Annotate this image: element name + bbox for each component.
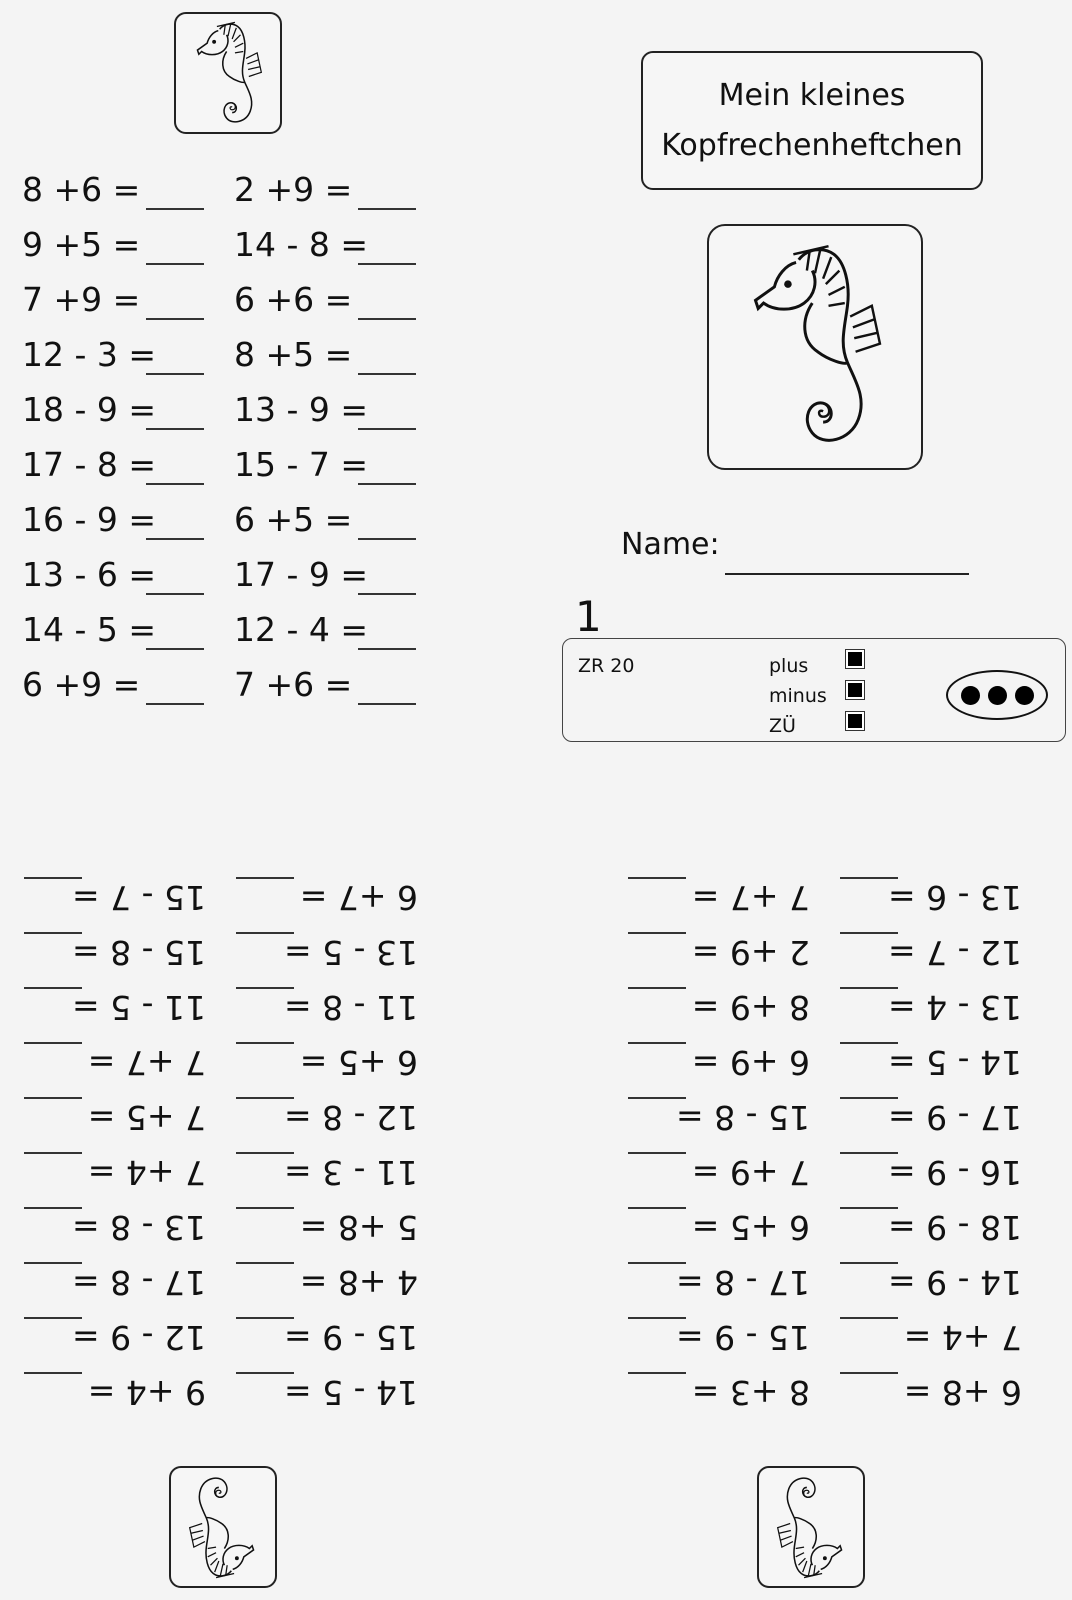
equation-item [24, 1152, 206, 1192]
equation-item [24, 1317, 206, 1357]
seahorse-icon-box-bottom-right [757, 1466, 865, 1588]
equation-item [840, 1207, 1022, 1247]
answer-blank[interactable] [358, 618, 416, 650]
checkbox-fill-icon [848, 683, 862, 697]
equation-item [628, 1097, 810, 1137]
answer-blank[interactable] [146, 343, 204, 375]
answer-blank[interactable] [358, 178, 416, 210]
equation-item [628, 987, 810, 1027]
answer-blank[interactable] [628, 987, 686, 1019]
equation-text: 6 +9 = [22, 665, 141, 704]
answer-blank[interactable] [358, 508, 416, 540]
equation-item [236, 932, 418, 972]
equation-text: 16 - 9 = [887, 1153, 1022, 1192]
answer-blank[interactable] [358, 453, 416, 485]
answer-blank[interactable] [236, 932, 294, 964]
equation-text: 13 - 6 = [887, 878, 1022, 917]
booklet-number: 1 [575, 592, 602, 641]
equation-item [840, 1097, 1022, 1137]
equation-text: 15 - 7 = [234, 445, 369, 484]
equation-text: 6 +5 = [691, 1208, 810, 1247]
equation-text: 17 - 8 = [71, 1263, 206, 1302]
equation-text: 14 - 5 = [22, 610, 157, 649]
answer-blank[interactable] [236, 1152, 294, 1184]
answer-blank[interactable] [24, 1097, 82, 1129]
number-range-label: ZR 20 [578, 655, 635, 677]
equation-text: 17 - 8 = [22, 445, 157, 484]
equation-text: 15 - 7 = [71, 878, 206, 917]
equation-text: 2 +9 = [234, 170, 353, 209]
equation-text: 12 - 4 = [234, 610, 369, 649]
equation-text: 12 - 3 = [22, 335, 157, 374]
equation-item [234, 555, 416, 595]
equation-item [236, 1207, 418, 1247]
equation-text: 7 +6 = [234, 665, 353, 704]
equation-item [628, 1207, 810, 1247]
equation-item [22, 225, 204, 265]
equation-text: 12 - 7 = [887, 933, 1022, 972]
equation-item [236, 1262, 418, 1302]
equation-item [24, 1207, 206, 1247]
equation-text: 7 +7 = [691, 878, 810, 917]
equation-item [236, 1317, 418, 1357]
equation-page-bottom-left [0, 860, 440, 1420]
seahorse-icon [171, 1468, 275, 1586]
checkbox-plus[interactable] [845, 649, 865, 669]
equation-text: 13 - 9 = [234, 390, 369, 429]
answer-blank[interactable] [840, 877, 898, 909]
equation-item [24, 987, 206, 1027]
option-label-minus: minus [769, 685, 827, 707]
answer-blank[interactable] [146, 673, 204, 705]
answer-blank[interactable] [628, 1097, 686, 1129]
answer-blank[interactable] [24, 1152, 82, 1184]
equation-item [24, 1372, 206, 1412]
checkbox-fill-icon [848, 714, 862, 728]
seahorse-icon [715, 230, 915, 460]
answer-blank[interactable] [358, 288, 416, 320]
equation-text: 7 +9 = [22, 280, 141, 319]
equation-item [840, 1262, 1022, 1302]
equation-text: 7 +4 = [903, 1318, 1022, 1357]
answer-blank[interactable] [840, 932, 898, 964]
equation-item [234, 500, 416, 540]
answer-blank[interactable] [146, 563, 204, 595]
answer-blank[interactable] [358, 673, 416, 705]
answer-blank[interactable] [628, 1317, 686, 1349]
equation-item [234, 225, 416, 265]
answer-blank[interactable] [840, 1262, 898, 1294]
equation-item [24, 877, 206, 917]
equation-item [234, 335, 416, 375]
equation-item [628, 932, 810, 972]
equation-text: 6 +8 = [903, 1373, 1022, 1412]
equation-item [234, 280, 416, 320]
equation-text: 6 +6 = [234, 280, 353, 319]
equation-page-bottom-right [604, 860, 1044, 1420]
answer-blank[interactable] [146, 398, 204, 430]
equation-item [236, 1152, 418, 1192]
equation-text: 17 - 9 = [887, 1098, 1022, 1137]
equation-item [628, 1042, 810, 1082]
answer-blank[interactable] [628, 1262, 686, 1294]
equation-item [22, 665, 204, 705]
answer-blank[interactable] [146, 233, 204, 265]
equation-item [234, 390, 416, 430]
answer-blank[interactable] [236, 1262, 294, 1294]
equation-item [628, 1317, 810, 1357]
equation-item [22, 170, 204, 210]
checkbox-minus[interactable] [845, 680, 865, 700]
seahorse-icon [176, 14, 280, 132]
equation-text: 4 +8 = [299, 1263, 418, 1302]
booklet-title-line-2: Kopfrechenheftchen [661, 127, 963, 163]
equation-text: 17 - 8 = [675, 1263, 810, 1302]
equation-item [22, 335, 204, 375]
answer-blank[interactable] [840, 1207, 898, 1239]
equation-item [840, 1317, 1022, 1357]
equation-item [840, 1152, 1022, 1192]
equation-item [22, 445, 204, 485]
answer-blank[interactable] [628, 1152, 686, 1184]
difficulty-dot-icon [961, 686, 980, 705]
equation-item [628, 877, 810, 917]
answer-blank[interactable] [236, 1097, 294, 1129]
equation-text: 7 +4 = [87, 1153, 206, 1192]
answer-blank[interactable] [24, 1207, 82, 1239]
equation-text: 2 +9 = [691, 933, 810, 972]
equation-item [22, 555, 204, 595]
equation-text: 8 +3 = [691, 1373, 810, 1412]
answer-blank[interactable] [358, 398, 416, 430]
equation-item [24, 1262, 206, 1302]
option-label-plus: plus [769, 655, 809, 677]
seahorse-icon [759, 1468, 863, 1586]
equation-item [236, 877, 418, 917]
equation-text: 15 - 9 = [675, 1318, 810, 1357]
equation-item [236, 987, 418, 1027]
answer-blank[interactable] [628, 1207, 686, 1239]
answer-blank[interactable] [358, 343, 416, 375]
answer-blank[interactable] [840, 1097, 898, 1129]
equation-text: 9 +4 = [87, 1373, 206, 1412]
answer-blank[interactable] [628, 1042, 686, 1074]
equation-text: 11 - 5 = [71, 988, 206, 1027]
equation-text: 15 - 8 = [71, 933, 206, 972]
equation-item [628, 1152, 810, 1192]
answer-blank[interactable] [146, 453, 204, 485]
name-label: Name: [621, 527, 720, 562]
equation-text: 11 - 8 = [283, 988, 418, 1027]
equation-item [628, 1262, 810, 1302]
equation-item [628, 1372, 810, 1412]
answer-blank[interactable] [24, 1372, 82, 1404]
answer-blank[interactable] [236, 1207, 294, 1239]
name-input-line[interactable] [725, 573, 969, 575]
seahorse-icon-box-bottom-left [169, 1466, 277, 1588]
answer-blank[interactable] [236, 1042, 294, 1074]
equation-item [234, 170, 416, 210]
answer-blank[interactable] [840, 1042, 898, 1074]
answer-blank[interactable] [358, 233, 416, 265]
equation-text: 13 - 4 = [887, 988, 1022, 1027]
answer-blank[interactable] [146, 618, 204, 650]
equation-item [840, 877, 1022, 917]
booklet-title-box [641, 51, 983, 190]
equation-item [234, 665, 416, 705]
equation-text: 12 - 8 = [283, 1098, 418, 1137]
answer-blank[interactable] [24, 1317, 82, 1349]
equation-item [24, 1097, 206, 1137]
answer-blank[interactable] [840, 987, 898, 1019]
equation-text: 6 +9 = [691, 1043, 810, 1082]
answer-blank[interactable] [840, 1372, 898, 1404]
equation-text: 16 - 9 = [22, 500, 157, 539]
equation-text: 14 - 5 = [887, 1043, 1022, 1082]
equation-item [22, 610, 204, 650]
equation-text: 7 +7 = [87, 1043, 206, 1082]
equation-text: 14 - 5 = [283, 1373, 418, 1412]
answer-blank[interactable] [628, 932, 686, 964]
equation-item [840, 987, 1022, 1027]
checkbox-fill-icon [848, 652, 862, 666]
equation-item [24, 1042, 206, 1082]
equation-item [236, 1372, 418, 1412]
answer-blank[interactable] [840, 1317, 898, 1349]
answer-blank[interactable] [146, 178, 204, 210]
answer-blank[interactable] [24, 877, 82, 909]
equation-item [840, 1372, 1022, 1412]
equation-text: 14 - 9 = [887, 1263, 1022, 1302]
equation-text: 15 - 8 = [675, 1098, 810, 1137]
equation-text: 18 - 9 = [887, 1208, 1022, 1247]
answer-blank[interactable] [24, 987, 82, 1019]
answer-blank[interactable] [840, 1152, 898, 1184]
equation-text: 13 - 8 = [71, 1208, 206, 1247]
equation-item [22, 280, 204, 320]
seahorse-icon-box-top-left [174, 12, 282, 134]
difficulty-dot-icon [1015, 686, 1034, 705]
equation-item [22, 390, 204, 430]
equation-text: 17 - 9 = [234, 555, 369, 594]
equation-item [840, 932, 1022, 972]
answer-blank[interactable] [24, 1262, 82, 1294]
equation-text: 8 +9 = [691, 988, 810, 1027]
equation-text: 18 - 9 = [22, 390, 157, 429]
answer-blank[interactable] [146, 288, 204, 320]
equation-item [234, 610, 416, 650]
equation-text: 8 +5 = [234, 335, 353, 374]
answer-blank[interactable] [628, 1372, 686, 1404]
checkbox-zue[interactable] [845, 711, 865, 731]
answer-blank[interactable] [24, 932, 82, 964]
answer-blank[interactable] [628, 877, 686, 909]
equation-text: 13 - 5 = [283, 933, 418, 972]
equation-text: 6 +5 = [234, 500, 353, 539]
answer-blank[interactable] [236, 1317, 294, 1349]
equation-text: 13 - 6 = [22, 555, 157, 594]
difficulty-indicator [946, 670, 1048, 720]
equation-text: 7 +5 = [87, 1098, 206, 1137]
booklet-title-line-1: Mein kleines [718, 77, 906, 113]
answer-blank[interactable] [358, 563, 416, 595]
equation-text: 9 +5 = [22, 225, 141, 264]
equation-text: 6 +5 = [299, 1043, 418, 1082]
answer-blank[interactable] [236, 877, 294, 909]
answer-blank[interactable] [236, 1372, 294, 1404]
answer-blank[interactable] [146, 508, 204, 540]
seahorse-icon-box-cover [707, 224, 923, 470]
equation-text: 6 +7 = [299, 878, 418, 917]
equation-item [22, 500, 204, 540]
difficulty-dot-icon [988, 686, 1007, 705]
option-label-zue: ZÜ [769, 715, 796, 737]
equation-text: 14 - 8 = [234, 225, 369, 264]
equation-item [236, 1097, 418, 1137]
equation-item [236, 1042, 418, 1082]
equation-text: 12 - 9 = [71, 1318, 206, 1357]
equation-text: 7 +9 = [691, 1153, 810, 1192]
equation-text: 5 +8 = [299, 1208, 418, 1247]
equation-item [24, 932, 206, 972]
equation-item [840, 1042, 1022, 1082]
equation-text: 8 +6 = [22, 170, 141, 209]
equation-text: 15 - 9 = [283, 1318, 418, 1357]
equation-text: 11 - 3 = [283, 1153, 418, 1192]
answer-blank[interactable] [24, 1042, 82, 1074]
equation-item [234, 445, 416, 485]
answer-blank[interactable] [236, 987, 294, 1019]
